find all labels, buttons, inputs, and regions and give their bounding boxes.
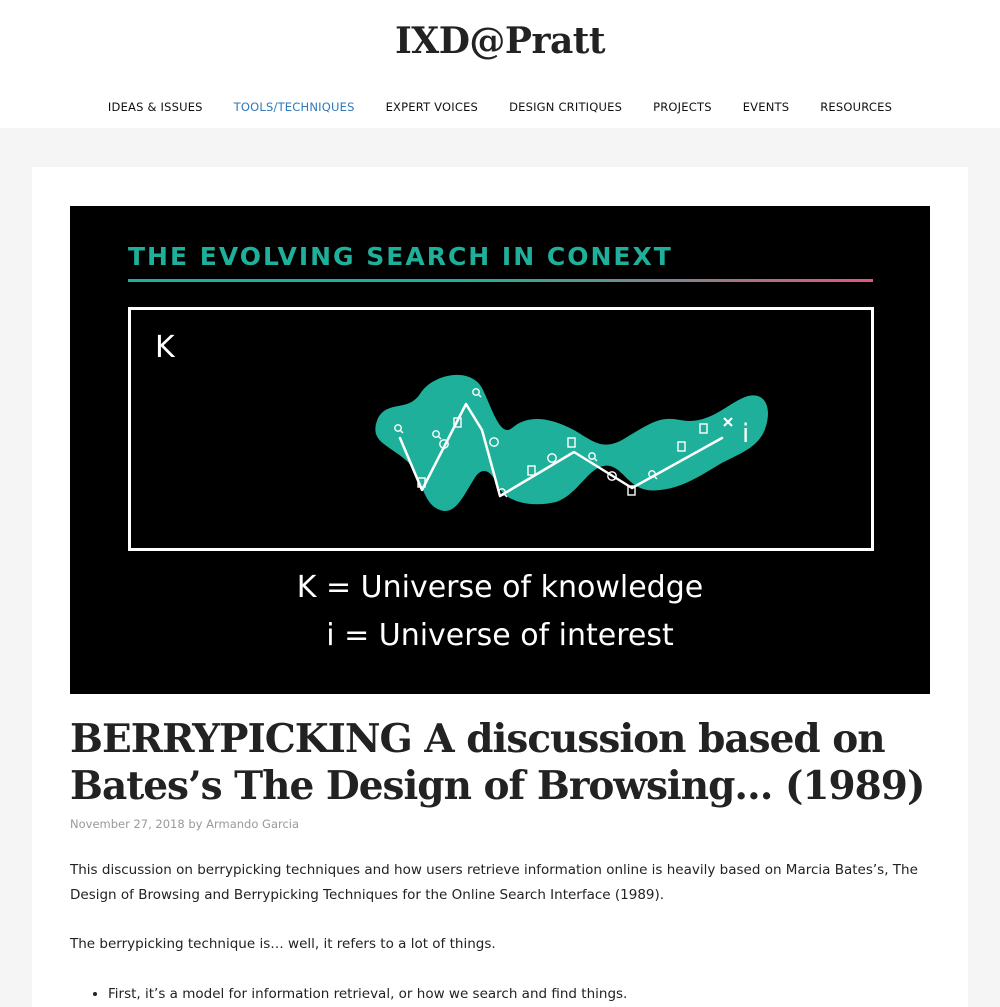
nav-item-tools-techniques[interactable]: TOOLS/TECHNIQUES: [233, 100, 355, 114]
post-bullet-list: [70, 982, 627, 1007]
post-paragraph: This discussion on berrypicking techniques and how users retrieve information online is heavily based on Marcia Bates’s, The Design of Browsing and Berrypicking Techniques for the Online Search Interface (1989).: [70, 862, 918, 903]
legend-interest: i = Universe of interest: [326, 618, 674, 653]
interest-blob: [375, 375, 768, 511]
post-author-link[interactable]: Armando Garcia: [206, 817, 300, 831]
knowledge-label: K: [155, 330, 175, 365]
post-paragraph: The berrypicking technique is… well, it refers to a lot of things.: [70, 936, 496, 952]
post-card: [32, 167, 968, 1007]
main-nav: [0, 100, 1000, 114]
site-title[interactable]: IXD@Pratt: [394, 20, 606, 62]
post-title: BERRYPICKING A discussion based on Bates’s The Design of Browsing… (1989): [70, 716, 925, 809]
site-header: [0, 0, 1000, 128]
legend-knowledge: K = Universe of knowledge: [296, 570, 704, 605]
nav-item-ideas-issues[interactable]: IDEAS & ISSUES: [107, 100, 203, 114]
post-by: by: [188, 817, 203, 831]
interest-label: i: [742, 419, 750, 449]
nav-item-design-critiques[interactable]: DESIGN CRITIQUES: [509, 100, 623, 114]
berrypicking-path-diagram: [360, 366, 780, 546]
nav-item-projects[interactable]: PROJECTS: [653, 100, 712, 114]
list-item: • First, it’s a model for information retrieval, or how we search and find things.: [108, 982, 627, 1007]
featured-image-title: THE EVOLVING SEARCH IN CONEXT: [128, 242, 673, 271]
nav-item-events[interactable]: EVENTS: [742, 100, 790, 114]
title-underline: [128, 279, 873, 282]
nav-item-resources[interactable]: RESOURCES: [820, 100, 893, 114]
nav-item-expert-voices[interactable]: EXPERT VOICES: [385, 100, 479, 114]
post-date: November 27, 2018: [70, 817, 185, 831]
featured-image: [70, 206, 930, 694]
post-meta: [70, 817, 299, 831]
